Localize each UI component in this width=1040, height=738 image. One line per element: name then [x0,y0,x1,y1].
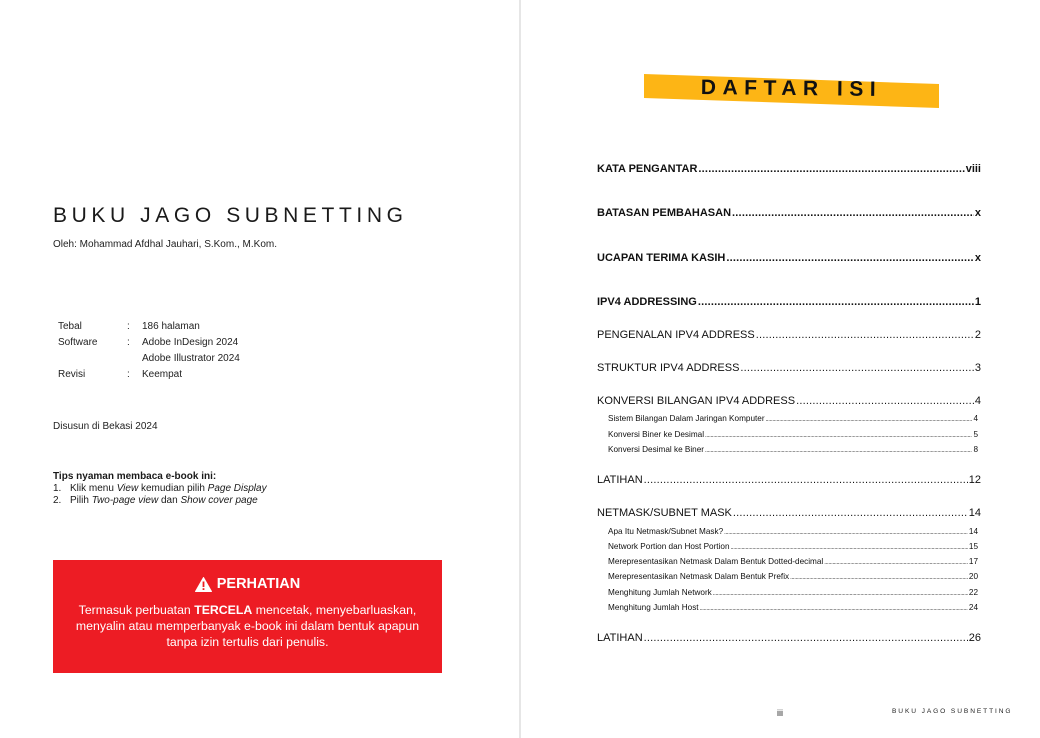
meta-colon [127,351,142,367]
toc-entry[interactable] [597,395,981,407]
meta-value: 186 halaman [142,321,200,332]
page-spine-divider [519,0,521,738]
toc-entry-page: 1 [974,296,981,308]
toc-entry-page: 5 [973,430,978,439]
page-number: iii [777,708,783,718]
toc-entry-title: Merepresentasikan Netmask Dalam Bentuk Prefix [608,572,790,581]
tips-text: Klik menu View kemudian pilih Page Display [70,483,267,494]
toc-entry-page: 17 [968,557,978,566]
meta-row [58,351,240,367]
meta-value: Keempat [142,369,183,380]
toc-entry[interactable] [597,507,981,519]
toc-entry-title: Konversi Biner ke Desimal [608,430,705,439]
toc-entry[interactable] [608,527,978,536]
toc-leader-dots [726,252,974,264]
toc-entry-title: PENGENALAN IPV4 ADDRESS [597,329,755,341]
toc-leader-dots [766,414,973,423]
toc-leader-dots [644,474,968,486]
toc-entry-title: Sistem Bilangan Dalam Jaringan Komputer [608,414,765,423]
toc-leader-dots [756,329,974,341]
toc-entry-page: 4 [973,414,978,423]
meta-row [58,335,240,351]
toc-entry-title: KONVERSI BILANGAN IPV4 ADDRESS [597,395,796,407]
toc-entry[interactable] [608,588,978,597]
toc-entry[interactable] [597,632,981,644]
toc-entry-title: IPV4 ADDRESSING [597,296,697,308]
toc-entry[interactable] [597,362,981,374]
meta-value: Adobe Illustrator 2024 [142,353,240,364]
toc-entry[interactable] [608,430,978,439]
toc-leader-dots [731,542,968,551]
toc-entry-page: viii [965,163,981,175]
reading-tips [53,471,267,507]
warning-text: Termasuk perbuatan TERCELA mencetak, menyebarluaskan, menyalin atau memperbanyak e-book ini dalam bentuk apapun tanpa izin tertulis dari penulis. [75,603,420,649]
toc-entry-title: Apa Itu Netmask/Subnet Mask? [608,527,724,536]
toc-entry-title: LATIHAN [597,632,643,644]
toc-entry-page: x [974,207,981,219]
toc-entry[interactable] [597,252,981,264]
toc-entry[interactable] [608,414,978,423]
toc-entry[interactable] [597,163,981,175]
toc-entry-title: Network Portion dan Host Portion [608,542,730,551]
toc-entry-page: 26 [968,632,981,644]
toc-entry[interactable] [597,329,981,341]
toc-leader-dots [732,207,974,219]
toc-entry-title: BATASAN PEMBAHASAN [597,207,732,219]
meta-label: Tebal [58,321,82,332]
toc-leader-dots [705,430,972,439]
meta-colon: : [127,369,130,380]
toc-entry[interactable] [608,445,978,454]
toc-leader-dots [824,557,968,566]
meta-colon: : [127,337,130,348]
meta-value: Adobe InDesign 2024 [142,337,239,348]
running-title: BUKU JAGO SUBNETTING [892,708,1013,715]
toc-entry-page: 15 [968,542,978,551]
meta-row [58,367,240,383]
toc-entry[interactable] [608,557,978,566]
toc-entry[interactable] [597,474,981,486]
toc-entry[interactable] [597,207,981,219]
tips-text: Pilih Two-page view dan Show cover page [70,495,258,506]
toc-leader-dots [698,296,974,308]
copyright-warning-box [53,560,442,673]
tips-number: 1. [53,483,62,494]
toc-leader-dots [713,588,968,597]
toc-leader-dots [705,445,972,454]
toc-leader-dots [740,362,973,374]
toc-entry-page: 22 [968,588,978,597]
toc-entry-page: 20 [968,572,978,581]
warning-triangle-icon [195,577,212,592]
meta-row [58,319,240,335]
toc-entry-page: 12 [968,474,981,486]
toc-entry-title: STRUKTUR IPV4 ADDRESS [597,362,740,374]
toc-entry-page: 3 [974,362,981,374]
toc-entry-page: 8 [973,445,978,454]
toc-entry[interactable] [608,603,978,612]
toc-leader-dots [644,632,968,644]
toc-heading: DAFTAR ISI [700,76,883,101]
toc-leader-dots [698,163,964,175]
meta-label [58,351,127,367]
meta-colon: : [127,321,130,332]
tips-title: Tips nyaman membaca e-book ini: [53,471,217,482]
toc-entry-title: LATIHAN [597,474,643,486]
toc-entry[interactable] [608,542,978,551]
meta-label: Software [58,337,98,348]
toc-entry-title: Menghitung Jumlah Host [608,603,699,612]
toc-entry-title: UCAPAN TERIMA KASIH [597,252,726,264]
meta-label: Revisi [58,369,86,380]
toc-entry-page: 4 [974,395,981,407]
toc-leader-dots [733,507,968,519]
left-page [0,0,519,738]
toc-leader-dots [724,527,968,536]
toc-entry[interactable] [608,572,978,581]
toc-entry-page: 14 [968,527,978,536]
toc-leader-dots [790,572,968,581]
toc-entry-title: Konversi Desimal ke Biner [608,445,705,454]
toc-entry-title: Merepresentasikan Netmask Dalam Bentuk Dotted-decimal [608,557,824,566]
toc-entry-page: 2 [974,329,981,341]
toc-leader-dots [796,395,974,407]
place-year: Disusun di Bekasi 2024 [53,421,158,432]
book-title: BUKU JAGO SUBNETTING [53,204,408,227]
toc-entry-page: 14 [968,507,981,519]
toc-entry-title: KATA PENGANTAR [597,163,698,175]
toc-leader-dots [700,603,968,612]
toc-entry-page: x [974,252,981,264]
toc-entry-page: 24 [968,603,978,612]
toc-entry-title: Menghitung Jumlah Network [608,588,712,597]
tips-item [53,483,267,495]
warning-title: PERHATIAN [216,576,301,592]
book-meta [58,319,240,383]
author-line: Oleh: Mohammad Afdhal Jauhari, S.Kom., M.Kom. [53,239,277,250]
tips-number: 2. [53,495,62,506]
tips-item [53,495,267,507]
toc-entry[interactable] [597,296,981,308]
warning-heading [53,576,442,592]
toc-entry-title: NETMASK/SUBNET MASK [597,507,732,519]
